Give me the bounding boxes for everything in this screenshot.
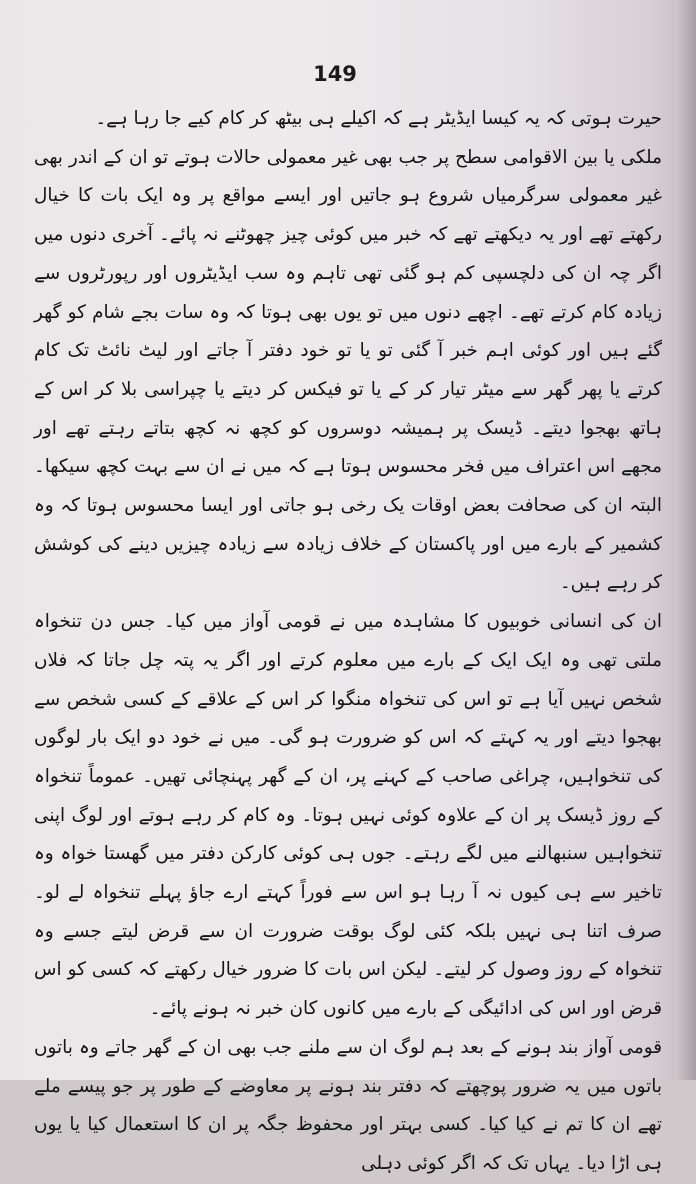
paragraph-2: ملکی یا بین الاقوامی سطح پر جب بھی غیر معمولی حالات ہوتے تو ان کے اندر بھی غیر معمولی سرگرمیاں شروع ہو جاتیں اور ایسے مواقع پر وہ ایک بات کا خیال رکھتے تھے اور یہ دیکھتے تھے کہ خبر میں کوئی چیز چھوٹنے نہ پائے۔ آخری دنوں میں اگر چہ ان کی دلچسپی کم ہو گئی تھی تاہم وہ سب ایڈیٹروں اور رپورٹروں سے زیادہ کام کرتے تھے۔ اچھے دنوں میں تو یوں بھی ہوتا کہ وہ سات بجے شام کو گھر گئے ہیں اور کوئی اہم خبر آ گئی تو یا تو خود دفتر آ جاتے اور لیٹ نائٹ تک کام کرتے یا پھر گھر سے میٹر تیار کر کے یا تو فیکس کر دیتے یا چپراسی بلا کر اس کے ہاتھ بھجوا دیتے۔ ڈیسک پر ہمیشہ دوسروں کو کچھ نہ کچھ بتاتے رہتے تھے اور مجھے اس اعتراف میں فخر محسوس ہوتا ہے کہ میں نے ان سے بہت کچھ سیکھا۔ البتہ ان کی صحافت بعض اوقات یک رخی ہو جاتی اور ایسا محسوس ہوتا کہ وہ کشمیر کے بارے میں اور پاکستان کے خلاف زیادہ سے زیادہ چیزیں دینے کی کوشش کر رہے ہیں۔ bbox=[34, 146, 662, 594]
paragraph-3: ان کی انسانی خوبیوں کا مشاہدہ میں نے قومی آواز میں کیا۔ جس دن تنخواہ ملتی تھی وہ ایک ایک کے بارے میں معلوم کرتے اور اگر یہ پتہ چل جاتا کہ فلاں شخص نہیں آیا ہے تو اس کی تنخواہ منگوا کر اس کے علاقے کے کسی شخص سے بھجوا دیتے اور یہ کہتے کہ اس کو ضرورت ہو گی۔ میں نے خود دو ایک بار لوگوں کی تنخواہیں، چراغی صاحب کے کہنے پر، ان کے گھر پہنچائی تھیں۔ عموماً تنخواہ کے روز ڈیسک پر ان کے علاوہ کوئی نہیں ہوتا۔ وہ کام کر رہے ہوتے اور لوگ اپنی تنخواہیں سنبھالنے میں لگے رہتے۔ جوں ہی کوئی کارکن دفتر میں گھستا خواہ وہ تاخیر سے ہی کیوں نہ آ رہا ہو اس سے فوراً کہتے ارے جاؤ پہلے تنخواہ لے لو۔ صرف اتنا ہی نہیں بلکہ کئی لوگ بوقت ضرورت ان سے قرض لیتے جسے وہ تنخواہ کے روز وصول کر لیتے۔ لیکن اس بات کا ضرور خیال رکھتے کہ کسی کو اس قرض اور اس کی ادائیگی کے بارے میں کانوں کان خبر نہ ہونے پائے۔ bbox=[34, 611, 662, 1020]
page-body-text bbox=[34, 100, 662, 1184]
page-number: 149 bbox=[313, 62, 357, 86]
paragraph-1: حیرت ہوتی کہ یہ کیسا ایڈیٹر ہے کہ اکیلے ہی بیٹھ کر کام کیے جا رہا ہے۔ bbox=[95, 108, 662, 129]
paragraph-4: قومی آواز بند ہونے کے بعد ہم لوگ ان سے ملنے جب بھی ان کے گھر جاتے وہ باتوں باتوں میں یہ ضرور پوچھتے کہ دفتر بند ہونے پر معاوضے کے طور پر جو پیسے ملے تھے ان کا تم نے کیا کیا۔ کسی بہتر اور محفوظ جگہ پر ان کا استعمال کیا یا یوں ہی اڑا دیا۔ یہاں تک کہ اگر کوئی دہلی bbox=[34, 1036, 662, 1174]
page-edge bbox=[673, 0, 696, 1080]
